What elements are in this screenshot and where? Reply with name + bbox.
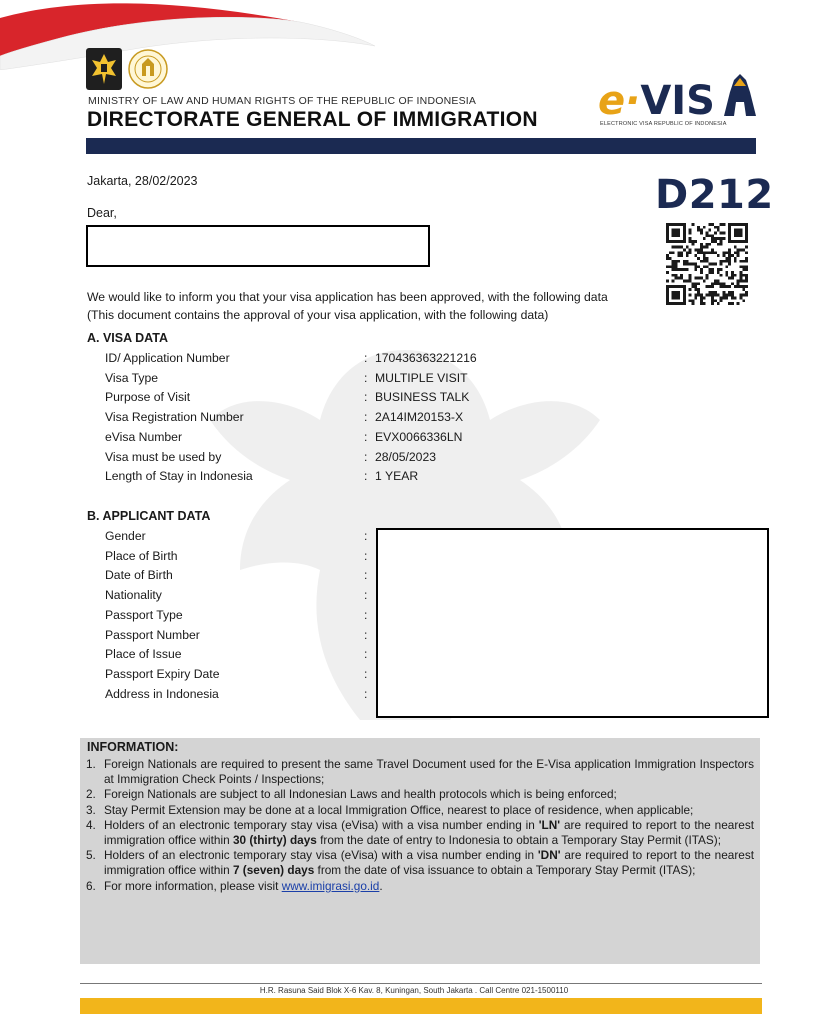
info-item: 4. Holders of an electronic temporary stay visa (eVisa) with a visa number ending in 'LN' are required to report to the nearest immigration office within 30 (thirty) days from the date of entry to Indonesia to obtain a Temporary Stay Permit (ITAS); <box>86 817 754 848</box>
qr-code <box>664 223 750 305</box>
visa-data-row-colon: : <box>364 449 368 464</box>
footer-address: H.R. Rasuna Said Blok X-6 Kav. 8, Kuningan, South Jakarta . Call Centre 021-1500110 <box>259 986 569 995</box>
visa-index-code: D212 <box>655 172 774 218</box>
visa-data-row-label: eVisa Number <box>105 429 182 444</box>
applicant-data-row-colon: : <box>364 666 368 681</box>
info-item: 1. Foreign Nationals are required to present the same Travel Document used for the E-Visa application Immigration Inspectors at Immigration Check Points / Inspections; <box>86 757 754 787</box>
information-title: INFORMATION: <box>87 740 179 754</box>
letter-date: Jakarta, 28/02/2023 <box>87 174 198 188</box>
visa-data-row-value: MULTIPLE VISIT <box>375 370 468 385</box>
applicant-data-row-colon: : <box>364 627 368 642</box>
visa-data-row-label: Visa must be used by <box>105 449 222 464</box>
visa-data-row-value: 28/05/2023 <box>375 449 436 464</box>
visa-data-title: A. VISA DATA <box>87 331 169 345</box>
applicant-data-row-label: Address in Indonesia <box>105 686 219 701</box>
visa-data-row-label: Visa Registration Number <box>105 410 244 425</box>
applicant-data-row-colon: : <box>364 588 368 603</box>
applicant-data-row-colon: : <box>364 647 368 662</box>
visa-data-row-colon: : <box>364 370 368 385</box>
redacted-name-box <box>86 225 430 267</box>
ministry-name: MINISTRY OF LAW AND HUMAN RIGHTS OF THE REPUBLIC OF INDONESIA <box>88 95 477 107</box>
header-bar <box>86 138 756 154</box>
applicant-data-row-label: Nationality <box>105 588 162 603</box>
applicant-data-row-label: Date of Birth <box>105 568 173 583</box>
info-item: 5. Holders of an electronic temporary stay visa (eVisa) with a visa number ending in 'DN' are required to report to the nearest immigration office within 7 (seven) days from the date of visa issuance to obtain a Temporary Stay Permit (ITAS); <box>86 848 754 878</box>
visa-data-row-label: Length of Stay in Indonesia <box>105 469 253 484</box>
visa-data-row-colon: : <box>364 410 368 425</box>
visa-data-row-colon: : <box>364 351 368 365</box>
visa-data-row-colon: : <box>364 469 368 484</box>
gate-icon <box>720 72 760 118</box>
applicant-data-title: B. APPLICANT DATA <box>87 509 211 523</box>
qr-modules <box>666 223 748 305</box>
footer-divider <box>80 983 762 984</box>
evisa-logo <box>598 78 715 124</box>
footer-bar <box>80 998 762 1014</box>
information-list <box>84 757 754 894</box>
applicant-data-row-colon: : <box>364 607 368 622</box>
applicant-data-row-colon: : <box>364 548 368 563</box>
indonesian-flag-swoosh <box>0 0 380 70</box>
info-item: 3. Stay Permit Extension may be done at a local Immigration Office, nearest to place of residence, when applicable; <box>86 802 694 817</box>
intro-text-translation: (This document contains the approval of your visa application, with the following data) <box>87 308 549 322</box>
visa-data-row-label: ID/ Application Number <box>105 351 230 365</box>
visa-data-row-colon: : <box>364 390 368 405</box>
applicant-data-row-label: Passport Number <box>105 627 200 642</box>
applicant-data-row-label: Passport Expiry Date <box>105 666 220 681</box>
applicant-data-row-colon: : <box>364 568 368 583</box>
visa-data-row-colon: : <box>364 429 368 444</box>
visa-data-row-label: Visa Type <box>105 370 159 385</box>
evisa-subtitle: ELECTRONIC VISA REPUBLIC OF INDONESIA <box>600 121 727 127</box>
applicant-data-row-label: Place of Issue <box>105 647 182 662</box>
applicant-data-row-label: Place of Birth <box>105 548 178 563</box>
visa-data-row-label: Purpose of Visit <box>105 390 191 405</box>
directorate-title: DIRECTORATE GENERAL OF IMMIGRATION <box>87 108 538 131</box>
redacted-applicant-box <box>376 528 769 718</box>
visa-data-row-value: 170436363221216 <box>375 351 477 365</box>
imigrasi-link[interactable]: www.imigrasi.go.id <box>281 878 380 893</box>
visa-data-row-value: 2A14IM20153-X <box>375 410 464 425</box>
visa-data-row-value: BUSINESS TALK <box>375 390 470 405</box>
info-item: 6. For more information, please visit www.imigrasi.go.id. <box>86 878 383 893</box>
evisa-logo-e: e· <box>598 78 641 124</box>
applicant-data-row-label: Passport Type <box>105 607 183 622</box>
salutation: Dear, <box>87 206 117 220</box>
visa-data-row-value: EVX0066336LN <box>375 429 463 444</box>
applicant-data-row-colon: : <box>364 686 368 701</box>
applicant-data-row-label: Gender <box>105 529 146 543</box>
intro-text: We would like to inform you that your visa application has been approved, with the following data <box>87 290 608 304</box>
immigration-seal-logo <box>126 48 170 90</box>
applicant-data-row-colon: : <box>364 529 368 543</box>
info-item: 2. Foreign Nationals are subject to all Indonesian Laws and health protocols which is being enforced; <box>86 787 617 802</box>
ministry-logo <box>86 48 122 90</box>
evisa-logo-visa: VIS <box>640 78 715 124</box>
visa-data-row-value: 1 YEAR <box>375 469 419 484</box>
